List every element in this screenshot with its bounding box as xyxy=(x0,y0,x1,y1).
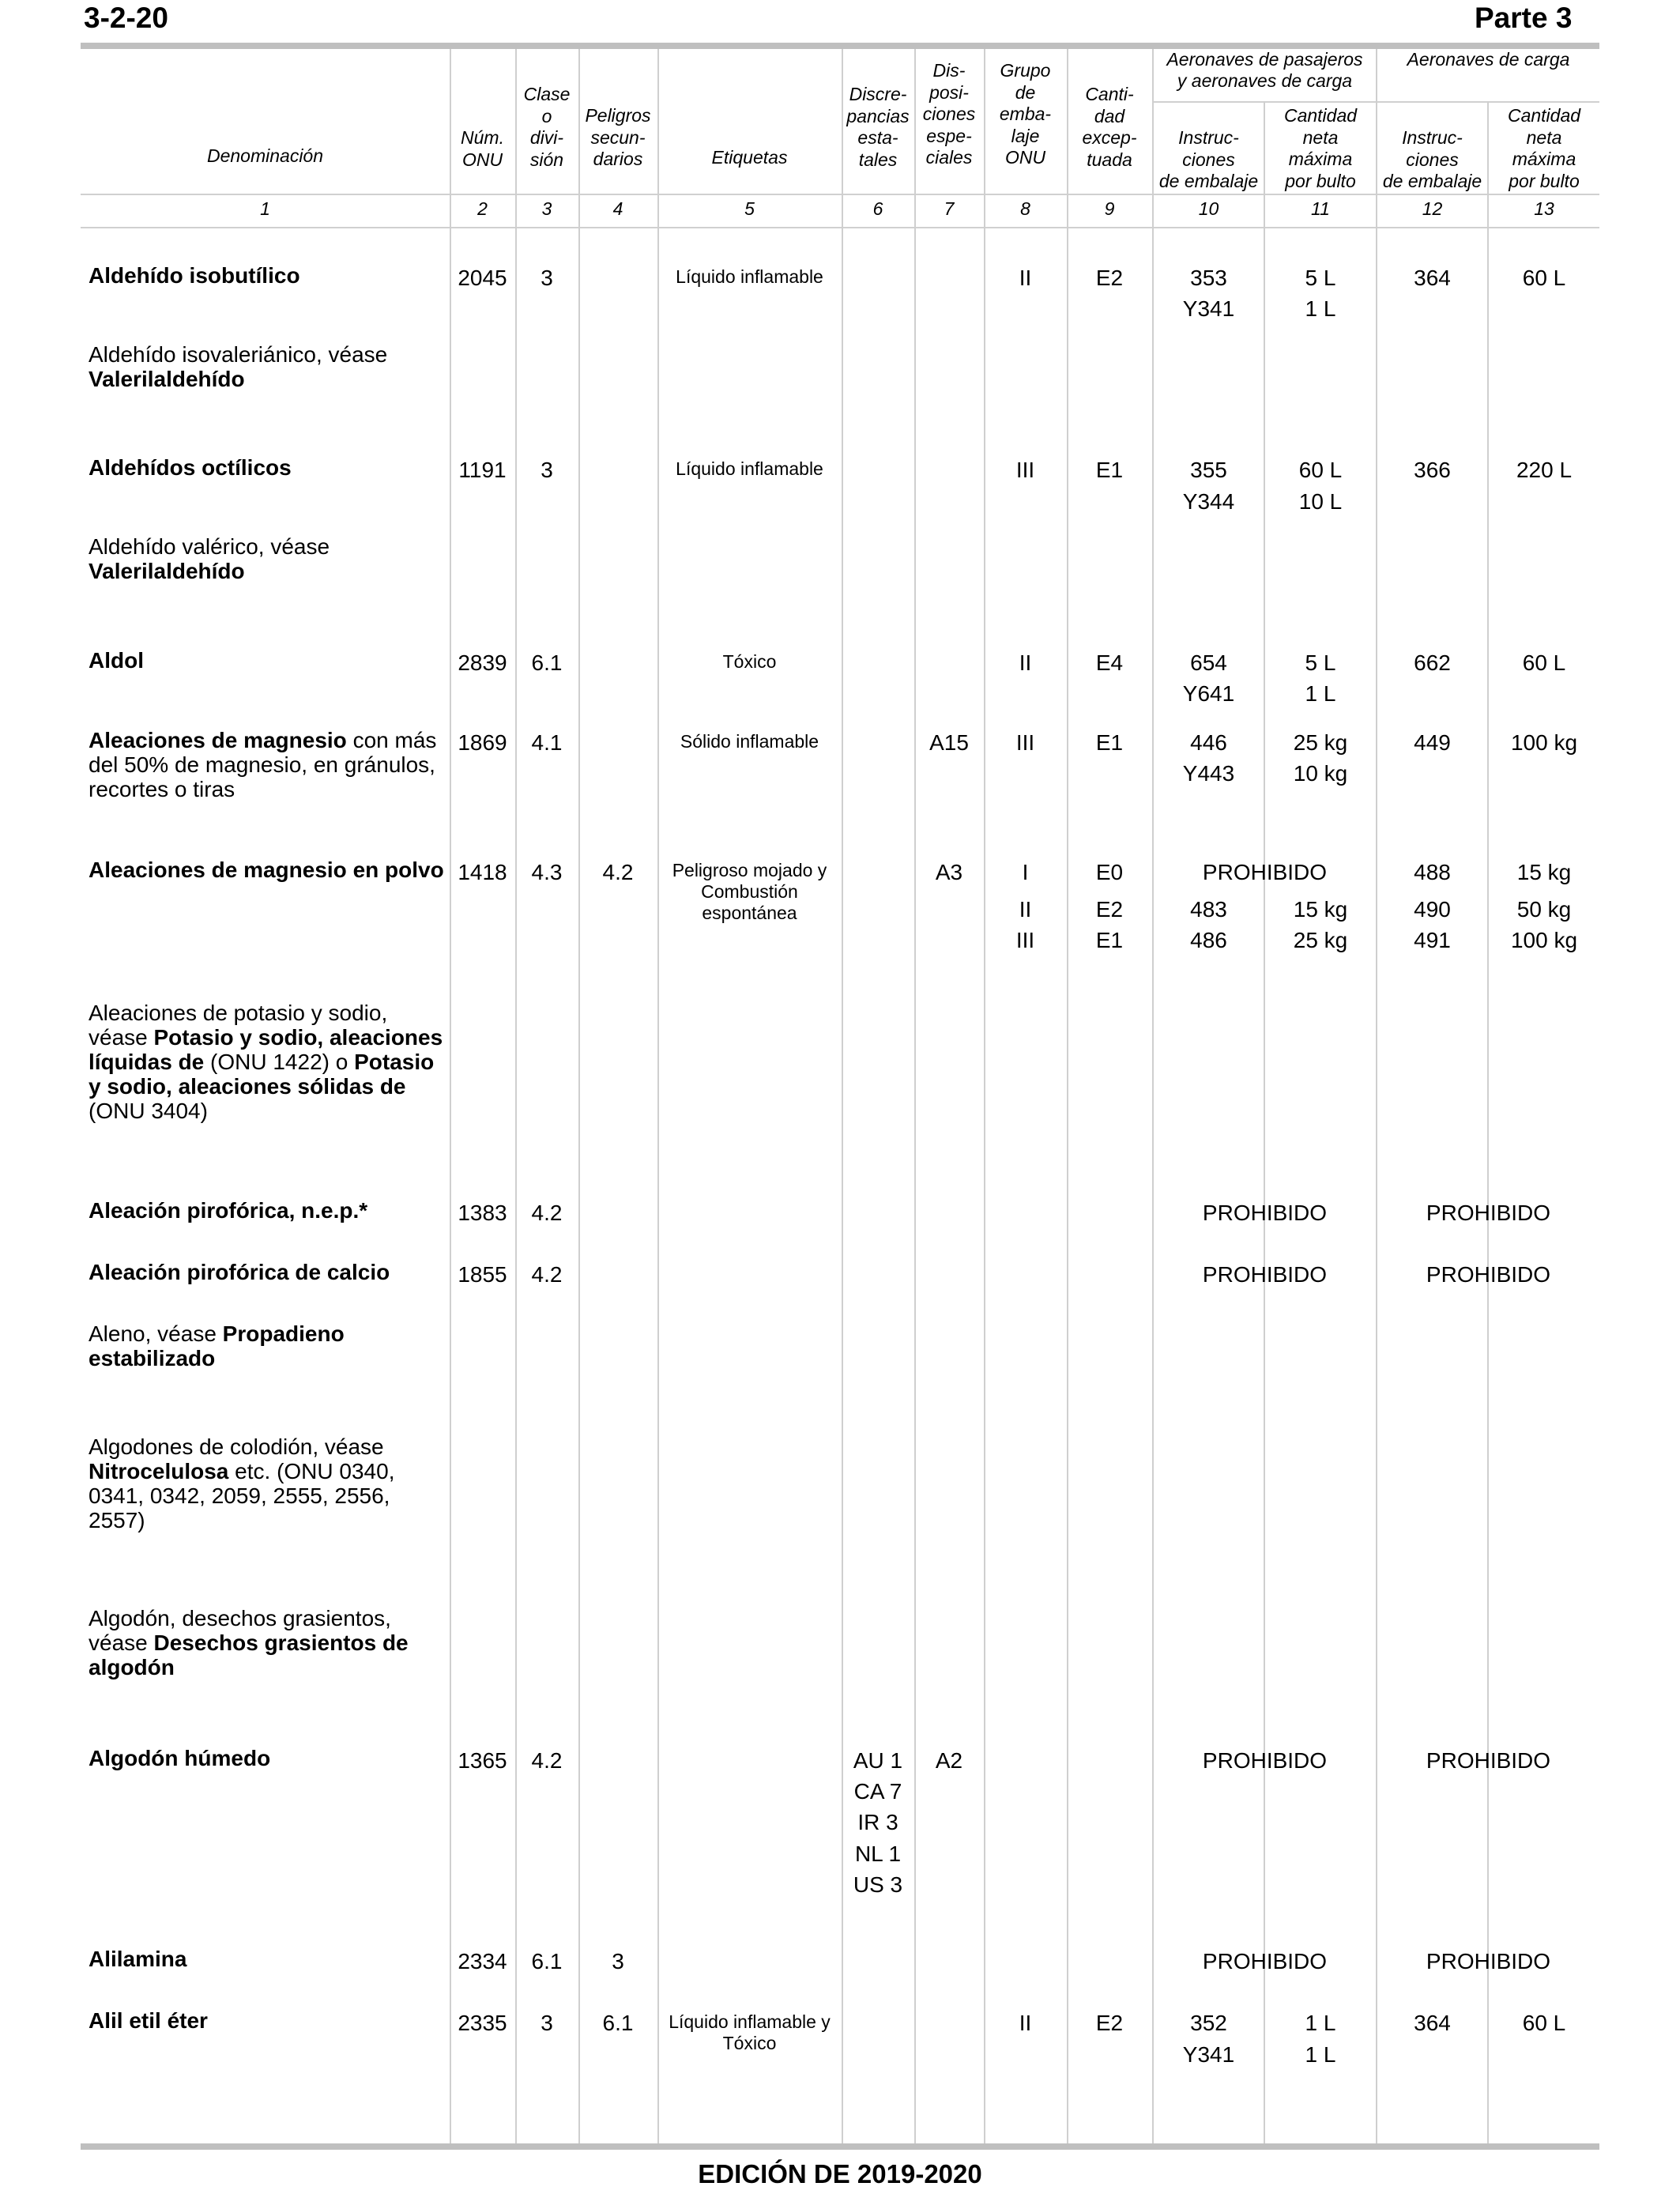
cross-reference: Aldehído isovaleriánico, véase Valerilaldehído xyxy=(89,342,388,391)
packing-group: II xyxy=(1019,650,1032,675)
special-provision: A3 xyxy=(935,860,963,884)
pax-instruction: Y341 xyxy=(1182,2042,1235,2067)
cargo-quantity: 60 L xyxy=(1522,266,1566,290)
cross-reference: Algodón, desechos grasientos, véase Desechos grasientos de algodón xyxy=(89,1606,409,1679)
cargo-instruction: 366 xyxy=(1414,458,1451,482)
cargo-instruction: 488 xyxy=(1414,860,1451,884)
un-number: 1855 xyxy=(458,1262,507,1287)
col-divider xyxy=(1487,101,1489,2143)
entry-name: Aldehído isobutílico xyxy=(89,263,300,288)
col-header-cantidad-exceptuada: Canti- dad excep- tuada xyxy=(1082,84,1137,170)
cross-reference: Aleaciones de potasio y sodio, véase Potasio y sodio, aleaciones líquidas de (ONU 1422) o Potasio y sodio, aleaciones sólidas de (ONU 3404) xyxy=(89,1001,443,1123)
pax-quantity: 10 kg xyxy=(1293,761,1348,786)
un-number: 2045 xyxy=(458,266,507,290)
cargo-instruction: 490 xyxy=(1414,897,1451,922)
pax-quantity: 1 L xyxy=(1305,296,1336,321)
col-number: 13 xyxy=(1534,198,1554,219)
group-header-carga: Aeronaves de carga xyxy=(1407,49,1570,70)
cargo-prohibited: PROHIBIDO xyxy=(1426,1748,1551,1773)
label: Líquido inflamable xyxy=(676,266,823,287)
col-divider xyxy=(1376,49,1377,2143)
label: Peligroso mojado y Combustión espontánea xyxy=(672,860,827,923)
un-number: 2839 xyxy=(458,650,507,675)
un-number: 2334 xyxy=(458,1949,507,1973)
col-divider xyxy=(984,49,985,2143)
un-number: 1869 xyxy=(458,730,507,755)
col-number: 8 xyxy=(1020,198,1030,219)
pax-instruction: 654 xyxy=(1190,650,1227,675)
cargo-instruction: 364 xyxy=(1414,266,1451,290)
excepted-qty: E1 xyxy=(1095,928,1124,952)
class: 6.1 xyxy=(531,650,563,675)
group-header-pasajeros: Aeronaves de pasajeros y aeronaves de carga xyxy=(1166,49,1363,91)
col-header-disposiciones: Dis- posi- ciones espe- ciales xyxy=(922,60,976,168)
packing-group: II xyxy=(1019,266,1032,290)
state-variation: CA 7 xyxy=(853,1779,902,1804)
pax-instruction: 446 xyxy=(1190,730,1227,755)
cross-reference: Algodones de colodión, véase Nitrocelulosa etc. (ONU 0340, 0341, 0342, 2059, 2555, 2556, 2557) xyxy=(89,1434,395,1532)
col-divider xyxy=(578,49,580,2143)
col-header-grupo-embalaje: Grupo de emba- laje ONU xyxy=(999,60,1052,168)
col-header-etiquetas: Etiquetas xyxy=(711,147,788,168)
entry-name: Aldol xyxy=(89,648,144,673)
col-divider xyxy=(515,49,517,2143)
cross-reference: Aldehído valérico, véase Valerilaldehído xyxy=(89,534,330,583)
class: 4.1 xyxy=(531,730,563,755)
pax-quantity: 25 kg xyxy=(1293,928,1348,952)
cargo-prohibited: PROHIBIDO xyxy=(1426,1262,1551,1287)
bottom-rule xyxy=(81,2143,1599,2150)
pax-instruction: 352 xyxy=(1190,2011,1227,2035)
un-number: 1365 xyxy=(458,1748,507,1773)
subsidiary-hazard: 4.2 xyxy=(602,860,634,884)
col-divider xyxy=(1264,101,1265,2143)
packing-group: III xyxy=(1015,458,1035,482)
col-header-peligros: Peligros secun- darios xyxy=(585,105,651,169)
header-rule xyxy=(81,194,1599,195)
pax-prohibited: PROHIBIDO xyxy=(1202,1262,1328,1287)
excepted-qty: E1 xyxy=(1095,730,1124,755)
excepted-qty: E2 xyxy=(1095,2011,1124,2035)
col-number: 7 xyxy=(944,198,955,219)
pax-prohibited: PROHIBIDO xyxy=(1202,1201,1328,1225)
class: 6.1 xyxy=(531,1949,563,1973)
un-number: 1418 xyxy=(458,860,507,884)
class: 4.2 xyxy=(531,1748,563,1773)
entry-name: Aleaciones de magnesio con más del 50% de magnesio, en gránulos, recortes o tiras xyxy=(89,728,437,801)
col-header-discrepancias: Discre- pancias esta- tales xyxy=(846,84,910,170)
pax-quantity: 1 L xyxy=(1305,2042,1336,2067)
col-divider xyxy=(1067,49,1068,2143)
edition-footer: EDICIÓN DE 2019-2020 xyxy=(698,2159,982,2188)
col-header-num-onu: Núm. ONU xyxy=(461,127,504,170)
excepted-qty: E2 xyxy=(1095,266,1124,290)
state-variation: AU 1 xyxy=(853,1748,903,1773)
class: 4.2 xyxy=(531,1201,563,1225)
part-label: Parte 3 xyxy=(1475,2,1573,34)
col-header-clase: Clase o divi- sión xyxy=(523,84,571,170)
class: 3 xyxy=(541,2011,553,2035)
packing-group: I xyxy=(1022,860,1029,884)
packing-group: III xyxy=(1015,730,1035,755)
cargo-prohibited: PROHIBIDO xyxy=(1426,1201,1551,1225)
col-header-instrucciones-pax: Instruc- ciones de embalaje xyxy=(1158,127,1259,191)
special-provision: A2 xyxy=(935,1748,963,1773)
packing-group: II xyxy=(1019,2011,1032,2035)
col-number: 1 xyxy=(260,198,270,219)
pax-instruction: 483 xyxy=(1190,897,1227,922)
subsidiary-hazard: 6.1 xyxy=(602,2011,634,2035)
pax-instruction: 355 xyxy=(1190,458,1227,482)
entry-name: Alil etil éter xyxy=(89,2008,208,2033)
page-number: 3-2-20 xyxy=(84,2,168,34)
excepted-qty: E0 xyxy=(1095,860,1124,884)
excepted-qty: E1 xyxy=(1095,458,1124,482)
col-header-cantidad-pax: Cantidad neta máxima por bulto xyxy=(1283,105,1358,191)
cargo-quantity: 100 kg xyxy=(1510,928,1578,952)
pax-quantity: 25 kg xyxy=(1293,730,1348,755)
excepted-qty: E2 xyxy=(1095,897,1124,922)
class: 3 xyxy=(541,266,553,290)
pax-instruction: Y344 xyxy=(1182,489,1235,514)
col-number: 2 xyxy=(477,198,488,219)
excepted-qty: E4 xyxy=(1095,650,1124,675)
cargo-quantity: 100 kg xyxy=(1510,730,1578,755)
top-rule xyxy=(81,43,1599,49)
col-header-denominacion: Denominación xyxy=(206,145,324,166)
packing-group: III xyxy=(1015,928,1035,952)
entry-name: Aldehídos octílicos xyxy=(89,455,292,480)
col-divider xyxy=(914,49,916,2143)
un-number: 1383 xyxy=(458,1201,507,1225)
pax-instruction: Y641 xyxy=(1182,681,1235,706)
pax-quantity: 1 L xyxy=(1305,681,1336,706)
state-variation: US 3 xyxy=(853,1872,903,1897)
colnum-rule xyxy=(81,227,1599,228)
entry-name: Aleación pirofórica de calcio xyxy=(89,1260,390,1284)
state-variation: IR 3 xyxy=(857,1810,898,1834)
pax-quantity: 60 L xyxy=(1298,458,1343,482)
label: Líquido inflamable xyxy=(676,458,823,479)
pax-instruction: Y443 xyxy=(1182,761,1235,786)
cargo-instruction: 449 xyxy=(1414,730,1451,755)
special-provision: A15 xyxy=(929,730,969,755)
col-number: 12 xyxy=(1422,198,1443,219)
un-number: 1191 xyxy=(458,458,507,482)
label: Sólido inflamable xyxy=(680,731,819,752)
class: 3 xyxy=(541,458,553,482)
col-header-instrucciones-carga: Instruc- ciones de embalaje xyxy=(1382,127,1482,191)
col-number: 10 xyxy=(1198,198,1219,219)
pax-instruction: Y341 xyxy=(1182,296,1235,321)
col-number: 11 xyxy=(1311,198,1330,219)
label: Líquido inflamable y Tóxico xyxy=(669,2011,831,2053)
pax-quantity: 5 L xyxy=(1305,650,1336,675)
pax-prohibited: PROHIBIDO xyxy=(1202,1748,1328,1773)
entry-name: Alilamina xyxy=(89,1947,187,1971)
cargo-quantity: 60 L xyxy=(1522,650,1566,675)
cargo-quantity: 15 kg xyxy=(1516,860,1572,884)
cargo-quantity: 50 kg xyxy=(1516,897,1572,922)
col-number: 6 xyxy=(872,198,883,219)
cargo-prohibited: PROHIBIDO xyxy=(1426,1949,1551,1973)
cargo-quantity: 60 L xyxy=(1522,2011,1566,2035)
pax-prohibited: PROHIBIDO xyxy=(1202,1949,1328,1973)
label: Tóxico xyxy=(722,651,777,672)
state-variation: NL 1 xyxy=(854,1842,902,1866)
entry-name: Algodón húmedo xyxy=(89,1746,271,1770)
col-number: 4 xyxy=(612,198,623,219)
un-number: 2335 xyxy=(458,2011,507,2035)
col-number: 9 xyxy=(1104,198,1115,219)
pax-quantity: 5 L xyxy=(1305,266,1336,290)
pax-prohibited: PROHIBIDO xyxy=(1202,860,1328,884)
cargo-instruction: 364 xyxy=(1414,2011,1451,2035)
cross-reference: Aleno, véase Propadieno estabilizado xyxy=(89,1321,345,1370)
col-number: 5 xyxy=(744,198,755,219)
pax-instruction: 486 xyxy=(1190,928,1227,952)
col-number: 3 xyxy=(541,198,552,219)
pax-quantity: 1 L xyxy=(1305,2011,1336,2035)
cargo-instruction: 662 xyxy=(1414,650,1451,675)
pax-quantity: 15 kg xyxy=(1293,897,1348,922)
col-divider xyxy=(1152,49,1154,2143)
pax-quantity: 10 L xyxy=(1298,489,1343,514)
class: 4.2 xyxy=(531,1262,563,1287)
cargo-quantity: 220 L xyxy=(1516,458,1573,482)
col-divider xyxy=(657,49,659,2143)
packing-group: II xyxy=(1019,897,1032,922)
col-divider xyxy=(450,49,451,2143)
col-header-cantidad-carga: Cantidad neta máxima por bulto xyxy=(1507,105,1581,191)
subsidiary-hazard: 3 xyxy=(612,1949,624,1973)
cargo-instruction: 491 xyxy=(1414,928,1451,952)
entry-name: Aleaciones de magnesio en polvo xyxy=(89,858,444,882)
class: 4.3 xyxy=(531,860,563,884)
entry-name: Aleación pirofórica, n.e.p.* xyxy=(89,1198,368,1223)
pax-instruction: 353 xyxy=(1190,266,1227,290)
